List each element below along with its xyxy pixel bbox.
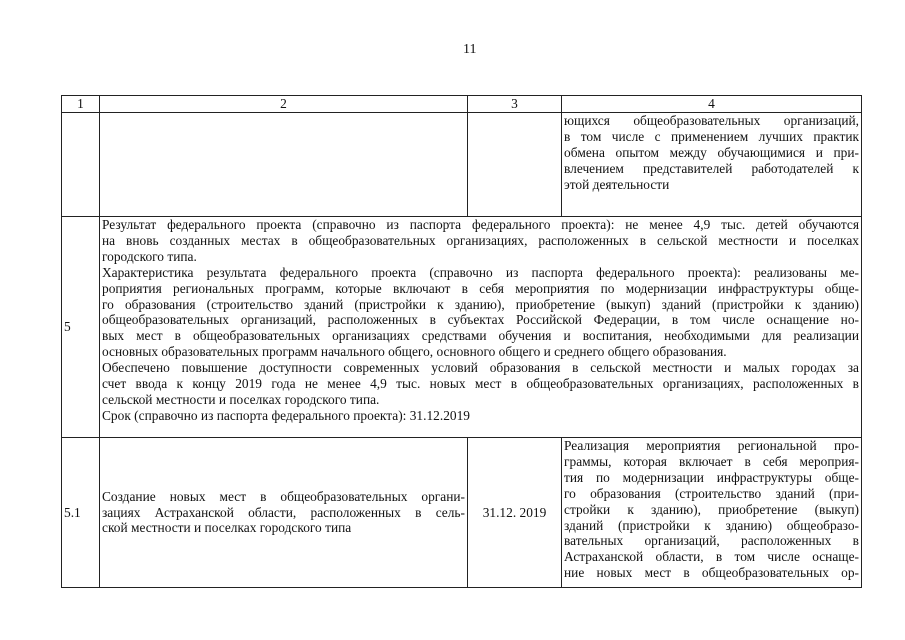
text-line: Реализация мероприятия региональной про- — [564, 438, 859, 453]
text-line: обмена опытом между обучающимися и при- — [564, 144, 859, 160]
text-line: ской местности и поселках городского типа — [102, 520, 352, 536]
text-line: граммы, которая включает в себя мероприя- — [564, 453, 859, 469]
page-number: 11 — [463, 42, 477, 57]
header-cell: 3 — [468, 96, 562, 113]
header-cell: 2 — [100, 96, 468, 113]
text-line: Обеспечено повышение доступности современных условий образования в сельской местности и малых городах за — [102, 360, 859, 376]
table-row — [62, 113, 862, 217]
text-line: зациях Астраханской области, расположенных в сель- — [102, 504, 465, 520]
text-line: зданий (пристройки к зданию) общеобразо- — [564, 517, 859, 533]
text-line: этой деятельности — [564, 176, 670, 192]
activity-description — [562, 438, 862, 588]
header-cell: 4 — [562, 96, 862, 113]
row-number: 5.1 — [62, 438, 100, 588]
text-line: Срок (справочно из паспорта федерального проекта): 31.12.2019 — [102, 407, 470, 423]
text-line: вательных организаций, расположенных в — [564, 533, 859, 549]
text-line: основных образовательных программ начального общего, основного общего и среднего общего образования. — [102, 344, 727, 360]
table-row — [62, 438, 862, 588]
text-line: Характеристика результата федерального проекта (справочно из паспорта федерального проекта): реализованы ме- — [102, 264, 859, 280]
empty-cell — [468, 113, 562, 217]
text-line: го образования (строительство зданий (пристройки к зданию), приобретение (выкуп) зданий (пристройки к зданию) — [102, 296, 859, 312]
text-line: влечением представителей работодателей к — [564, 160, 859, 176]
text-line: в том числе с применением лучших практик — [564, 128, 859, 144]
empty-cell — [100, 113, 468, 217]
text-line: на вновь созданных местах в общеобразовательных организациях, расположенных в сельской местности и поселках — [102, 232, 859, 248]
row-number: 5 — [62, 217, 100, 438]
text-line: стройки к зданию), приобретение (выкуп) — [564, 501, 859, 517]
document-table — [61, 95, 862, 588]
text-line: Астраханской области, в том числе оснаще- — [564, 549, 859, 565]
continuation-text — [562, 113, 862, 217]
text-line: тия по модернизации инфраструктуры обще- — [564, 469, 859, 485]
text-line: го образования (строительство зданий (при- — [564, 485, 859, 501]
header-cell: 1 — [62, 96, 100, 113]
text-line: ние новых мест в общеобразовательных ор- — [564, 565, 859, 581]
table-header-row — [62, 96, 862, 113]
table-row — [62, 217, 862, 438]
text-line: общеобразовательных организаций, расположенных в субъектах Российской Федерации, в том числе оснащение но- — [102, 312, 859, 328]
text-line: ющихся общеобразовательных организаций, — [564, 113, 859, 128]
empty-cell — [62, 113, 100, 217]
deadline-date: 31.12. 2019 — [468, 438, 562, 588]
text-line: сельской местности и поселках городского типа. — [102, 391, 380, 407]
text-line: Результат федерального проекта (справочно из паспорта федерального проекта): не менее 4,9 тыс. детей обучаются — [102, 217, 859, 232]
text-line: роприятия региональных программ, которые включают в себя мероприятия по модернизации инфраструктуры обще- — [102, 280, 859, 296]
text-line: городского типа. — [102, 248, 197, 264]
result-description — [100, 217, 862, 438]
text-line: счет ввода к концу 2019 года не менее 4,9 тыс. новых мест в общеобразовательных организациях, расположенных в — [102, 376, 859, 392]
activity-name — [100, 438, 468, 588]
text-line: вых мест в общеобразовательных организациях средствами обучения и воспитания, необходимыми для реализации — [102, 328, 859, 344]
text-line: Создание новых мест в общеобразовательных органи- — [102, 488, 465, 504]
